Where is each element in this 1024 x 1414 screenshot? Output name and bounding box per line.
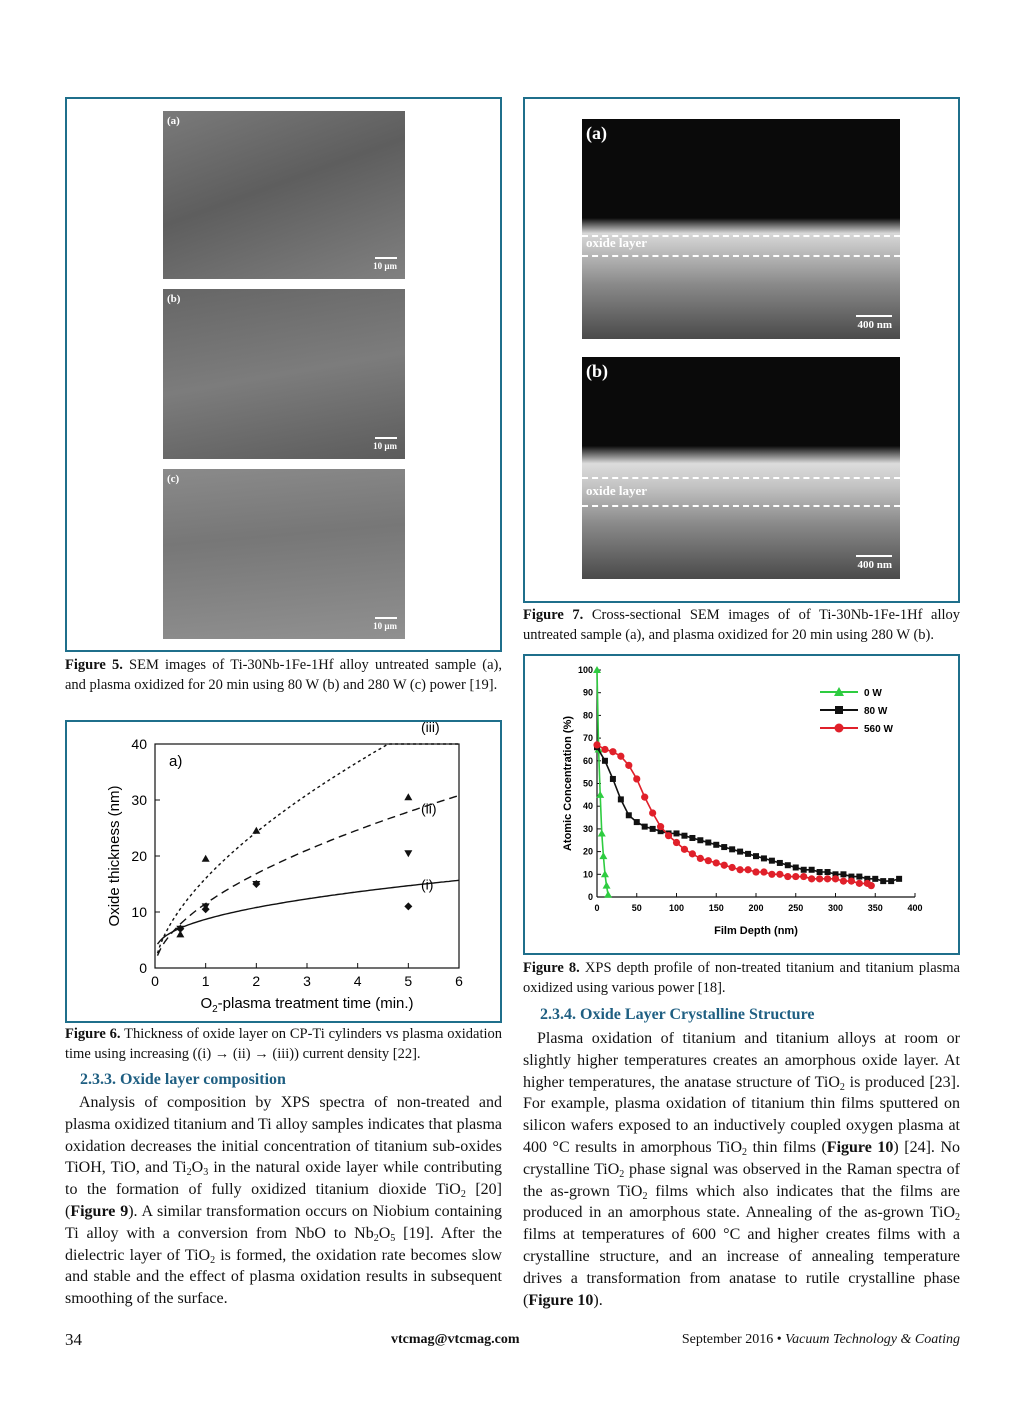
data-point — [689, 835, 695, 841]
data-point — [840, 871, 846, 877]
figure-8-frame — [523, 654, 960, 955]
x-tick-label: 4 — [353, 973, 362, 989]
legend-marker — [835, 724, 844, 733]
data-point — [809, 867, 815, 873]
footer-journal — [682, 1332, 960, 1348]
x-tick-label: 5 — [404, 973, 413, 989]
scale-bar-label: 10 µm — [373, 621, 397, 631]
x-tick-label: 250 — [788, 903, 804, 913]
oxide-layer-label: oxide layer — [586, 483, 648, 498]
data-point — [705, 840, 711, 846]
data-point — [761, 855, 767, 861]
page-footer — [65, 1330, 960, 1354]
data-point — [681, 846, 688, 853]
data-point — [824, 875, 831, 882]
data-point — [832, 875, 839, 882]
oxide-layer-label: oxide layer — [586, 235, 648, 250]
data-point — [713, 842, 719, 848]
panel-label-a: (a) — [167, 115, 180, 127]
data-point — [593, 741, 600, 748]
y-tick-label: 80 — [582, 710, 593, 721]
data-point — [777, 860, 783, 866]
fit-curve-1 — [158, 880, 460, 944]
x-tick-label: 350 — [867, 903, 883, 913]
data-point — [649, 809, 656, 816]
sem-image-b — [163, 289, 405, 459]
y-tick-label: 20 — [131, 848, 147, 864]
data-point — [604, 891, 612, 898]
data-point — [602, 758, 608, 764]
data-point — [776, 871, 783, 878]
series-line — [597, 747, 899, 881]
data-point — [793, 864, 799, 870]
x-tick-label: 6 — [455, 973, 463, 989]
data-point — [598, 829, 606, 836]
caption-label: Figure 5. — [65, 657, 123, 673]
data-point — [808, 875, 815, 882]
data-point — [784, 873, 791, 880]
data-point — [888, 878, 894, 884]
footer-separator: • — [776, 1332, 782, 1347]
data-point — [617, 753, 624, 760]
figure-7-caption — [523, 605, 960, 645]
data-point — [880, 878, 886, 884]
data-point — [697, 855, 704, 862]
data-point — [603, 882, 611, 889]
x-tick-label: 2 — [252, 973, 261, 989]
data-point — [785, 862, 791, 868]
figure-6-caption — [65, 1024, 502, 1064]
legend-label: 80 W — [864, 706, 888, 717]
data-point — [856, 880, 863, 887]
y-tick-label: 10 — [582, 869, 593, 880]
y-tick-label: 50 — [582, 778, 593, 789]
y-tick-label: 30 — [582, 823, 593, 834]
y-tick-label: 30 — [131, 792, 147, 808]
scale-bar-label: 400 nm — [857, 319, 892, 331]
figure-8-caption — [523, 958, 960, 998]
y-axis-label: Oxide thickness (nm) — [106, 785, 123, 927]
data-point — [609, 748, 616, 755]
data-point — [745, 851, 751, 857]
cross-section-image-b — [582, 357, 900, 579]
legend-marker — [835, 706, 843, 714]
footer-email: vtcmag@vtcmag.com — [391, 1332, 520, 1347]
data-point — [634, 819, 640, 825]
data-point — [618, 796, 624, 802]
data-point — [673, 839, 680, 846]
data-point — [689, 850, 696, 857]
data-point — [760, 868, 767, 875]
panel-label: a) — [169, 753, 183, 770]
paragraph: Analysis of composition by XPS spectra of non-treated and plasma oxidized titanium and Ti alloy samples indicates that plasma oxidation decreases the initial concentration of titanium sub-oxides TiOH, TiO, and $Ti_2O_3$ in the natural oxide layer while contributing to the formation of fully oxidized titanium dioxide TiO$_2$ [20] (Figure 9). A similar transformation occurs on Niobium containing Ti alloy with a conversion from NbO to $Nb_2O_5$ [19]. After the dielectric layer of TiO$_2$ is formed, the oxidation rate becomes slow and stable and the effect of plasma oxidation results in subsequent smoothing of the surface. — [65, 1094, 503, 1308]
data-point — [599, 852, 607, 859]
data-point — [713, 859, 720, 866]
y-tick-label: 100 — [577, 665, 593, 675]
x-tick-label: 1 — [201, 973, 210, 989]
data-point — [752, 868, 759, 875]
data-point — [801, 867, 807, 873]
caption-label: Figure 7. — [523, 607, 584, 623]
data-point — [601, 746, 608, 753]
section-heading-2-3-3: 2.3.3. Oxide layer composition — [80, 1071, 286, 1088]
data-point — [856, 874, 862, 880]
y-tick-label: 40 — [131, 736, 147, 752]
data-point — [744, 866, 751, 873]
fit-curve-2 — [158, 796, 460, 956]
scale-bar-label: 10 µm — [373, 261, 397, 271]
data-point — [404, 850, 412, 857]
data-point — [176, 930, 184, 937]
panel-label-c: (c) — [167, 473, 180, 485]
figure-5-frame — [65, 97, 502, 652]
x-tick-label: 50 — [631, 903, 642, 913]
data-point — [768, 871, 775, 878]
section-body-2-3-4 — [523, 1028, 960, 1311]
data-point — [792, 873, 799, 880]
data-point — [610, 776, 616, 782]
data-point — [896, 876, 902, 882]
data-point — [737, 866, 744, 873]
x-tick-label: 0 — [594, 903, 600, 913]
data-point — [674, 830, 680, 836]
figure-7-frame — [523, 97, 960, 603]
data-point — [816, 875, 823, 882]
data-point — [753, 853, 759, 859]
x-tick-label: 3 — [303, 973, 311, 989]
y-tick-label: 60 — [582, 755, 593, 766]
caption-text: Thickness of oxide layer on CP-Ti cylinders vs plasma oxidation time using increasing ((i) → (ii) → (iii)) current density [22]. — [65, 1026, 502, 1062]
data-point — [769, 858, 775, 864]
data-point — [817, 869, 823, 875]
caption-text: XPS depth profile of non-treated titanium and titanium plasma oxidized using various power [18]. — [523, 960, 960, 996]
data-point — [252, 827, 260, 834]
y-axis-label: Atomic Concentration (%) — [562, 715, 574, 852]
series-label: (iii) — [421, 722, 440, 736]
data-point — [848, 878, 855, 885]
section-heading-2-3-4: 2.3.4. Oxide Layer Crystalline Structure — [540, 1006, 815, 1023]
data-point — [705, 857, 712, 864]
data-point — [825, 869, 831, 875]
y-tick-label: 10 — [131, 904, 147, 920]
y-tick-label: 70 — [582, 733, 593, 744]
x-tick-label: 0 — [151, 973, 159, 989]
y-tick-label: 40 — [582, 801, 593, 812]
x-tick-label: 400 — [907, 903, 923, 913]
y-tick-label: 90 — [582, 687, 593, 698]
data-point — [625, 762, 632, 769]
data-point — [681, 833, 687, 839]
y-tick-label: 20 — [582, 846, 593, 857]
x-tick-label: 300 — [827, 903, 844, 913]
x-tick-label: 150 — [708, 903, 724, 913]
data-point — [737, 849, 743, 855]
data-point — [868, 882, 875, 889]
data-point — [721, 844, 727, 850]
data-point — [729, 846, 735, 852]
caption-label: Figure 8. — [523, 960, 580, 976]
legend-label: 560 W — [864, 724, 893, 735]
data-point — [650, 826, 656, 832]
legend-label: 0 W — [864, 688, 882, 699]
x-axis-label: Film Depth (nm) — [714, 925, 798, 937]
data-point — [840, 878, 847, 885]
caption-label: Figure 6. — [65, 1026, 121, 1042]
figure-6-frame — [65, 720, 502, 1023]
section-body-2-3-3 — [65, 1092, 502, 1310]
footer-journal-name: Vacuum Technology & Coating — [785, 1332, 960, 1347]
data-point — [721, 862, 728, 869]
y-tick-label: 0 — [587, 892, 593, 902]
data-point — [633, 775, 640, 782]
sem-image-c — [163, 469, 405, 639]
paragraph: Plasma oxidation of titanium and titanium alloys at room or slightly higher temperatures creates an amorphous oxide layer. At higher temperatures, the anatase structure of TiO$_2$ is produced [23]. For example, plasma oxidation of titanium thin films sputtered on silicon wafers exposed to an inductively coupled oxygen plasma at 400 °C results in amorphous TiO$_2$ thin films (Figure 10) [24]. No crystalline TiO$_2$ phase signal was observed in the Raman spectra of the as-grown TiO$_2$ films which also indicates that the films are produced in an amorphous state. Annealing of the as-grown TiO$_2$ films at temperatures of 600 °C and higher creates films with a crystalline structure, and an increase of annealing temperature drives a transformation from anatase to rutile crystalline phase (Figure 10). — [523, 1030, 961, 1309]
fit-curve-3 — [158, 744, 460, 953]
plot-frame — [155, 744, 459, 968]
footer-date: September 2016 — [681, 1332, 774, 1347]
xps-depth-profile-chart — [525, 656, 958, 953]
caption-text: SEM images of Ti-30Nb-1Fe-1Hf alloy untreated sample (a), and plasma oxidized for 20 min using 80 W (b) and 280 W (c) power [19]. — [65, 657, 503, 693]
data-point — [729, 864, 736, 871]
data-point — [800, 873, 807, 880]
x-axis-label: $O_2$-plasma treatment time (min.) — [200, 995, 414, 1015]
series-label: (ii) — [421, 800, 437, 817]
data-point — [626, 812, 632, 818]
scale-bar-label: 10 µm — [373, 441, 397, 451]
data-point — [642, 824, 648, 830]
series-line — [597, 670, 608, 895]
sem-image-a — [163, 111, 405, 279]
cross-section-image-a — [582, 119, 900, 339]
data-point — [657, 823, 664, 830]
data-point — [202, 855, 210, 862]
data-point — [601, 870, 609, 877]
panel-label-b: (b) — [167, 293, 181, 305]
data-point — [641, 794, 648, 801]
data-point — [697, 837, 703, 843]
y-tick-label: 0 — [139, 960, 147, 976]
panel-label-b: (b) — [586, 361, 608, 381]
series-label: (i) — [421, 876, 434, 893]
data-point — [872, 876, 878, 882]
page-number: 34 — [65, 1330, 82, 1349]
caption-text: Cross-sectional SEM images of of Ti-30Nb-1Fe-1Hf alloy untreated sample (a), and plasma oxidized for 20 min using 280 W (b). — [523, 607, 960, 643]
data-point — [404, 902, 412, 910]
data-point — [665, 832, 672, 839]
scale-bar-label: 400 nm — [857, 559, 892, 571]
panel-label-a: (a) — [586, 123, 607, 143]
x-tick-label: 100 — [668, 903, 685, 913]
oxide-thickness-chart — [67, 722, 500, 1021]
figure-5-caption — [65, 655, 502, 695]
data-point — [404, 793, 412, 800]
x-tick-label: 200 — [748, 903, 764, 913]
